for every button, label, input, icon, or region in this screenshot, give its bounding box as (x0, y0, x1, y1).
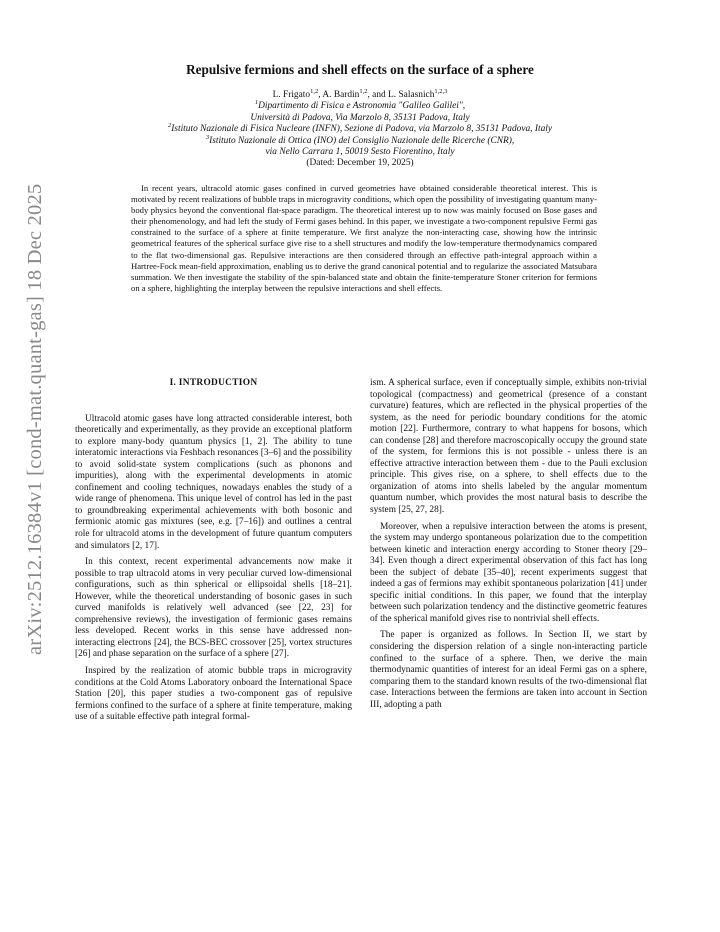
author-block (0, 90, 720, 170)
affiliation-1b: Università di Padova, Via Marzolo 8, 35131 Padova, Italy (250, 112, 470, 123)
arxiv-sidebar (2, 183, 46, 655)
author-list: L. Frigato$^{1,2}$, A. Bardin$^{1,2}$, and L. Salasnich$^{1,2,3}$ (272, 88, 448, 100)
paragraph: Inspired by the realization of atomic bubble traps in microgravity conditions at the Cold Atoms Laboratory onboard the International Space Station [20], this paper studies a two-component gas of repulsive fermions confined to the surface of a sphere at finite temperature, making use of a suitable effective path integral formal- (75, 666, 352, 723)
paragraph: In this context, recent experimental advancements now make it possible to trap ultracold atoms in very peculiar curved low-dimensional configurations, such as thin spherical or ellipsoidal shells [18–21]. However, while the theoretical understanding of bosonic gases in such curved manifolds is relatively well advanced (see [22, 23] for comprehensive reviews), the investigation of fermionic gases remains less developed. Recent works in this sense have addressed non-interacting electrons [24], the BCS-BEC crossover [25], vortex structures [26] and phase separation on the surface of a sphere [27]. (75, 557, 352, 660)
paragraph: Ultracold atomic gases have long attracted considerable interest, both theoretically and experimentally, as they provide an exceptional platform to explore many-body quantum physics [1, 2]. The ability to tune interatomic interactions via Feshbach resonances [3–6] and the possibility to avoid solid-state system complications (such as phonons and impurities), along with the experimental developments in atomic confinement and cooling techniques, nowadays enables the study of a wide range of phenomena. This unique level of control has led in the past to groundbreaking experimental achievements with both bosonic and fermionic atomic gas mixtures (see, e.g. [7–16]) and outlines a central role for ultracold atoms in the development of future quantum computers and simulators [2, 17]. (75, 413, 352, 551)
paper-title: Repulsive fermions and shell effects on the surface of a sphere (186, 62, 534, 77)
section-heading: I. INTRODUCTION (169, 378, 258, 388)
affiliation-2: $^2$Istituto Nazionale di Fisica Nucleare (INFN), Sezione di Padova, via Marzolo 8, 35131 Padova, Italy (167, 122, 553, 135)
right-column (370, 378, 647, 716)
affiliation-3a: $^3$Istituto Nazionale di Ottica (INO) del Consiglio Nazionale delle Ricerche (CNR), (205, 133, 515, 146)
affiliation-3b: via Nello Carrara 1, 50019 Sesto Fiorentino, Italy (265, 147, 455, 158)
dated-line: (Dated: December 19, 2025) (306, 158, 414, 169)
paragraph: Moreover, when a repulsive interaction between the atoms is present, the system may undergo spontaneous polarization due to the competition between kinetic and interaction energy according to Stoner theory [29–34]. Even though a direct experimental observation of this fact has long been the subject of debate [35–40], recent experiments suggest that indeed a gas of fermions may exhibit spontaneous polarization [41] under specific initial conditions. In this paper, we found that the interplay between such polarization tendency and the distinctive geometric features of the spherical manifold gives rise to nontrivial shell effects. (370, 521, 647, 624)
paragraph: ism. A spherical surface, even if conceptually simple, exhibits non-trivial topological (compactness) and geometrical (presence of a constant curvature) features, which are reflected in the physical properties of the system, as the need for periodic boundary conditions for the atomic motion [22]. Furthermore, contrary to what happens for bosons, which can condense [28] and therefore macroscopically occupy the ground state of the system, for fermions this is not possible - unless there is an effective attractive interaction between them - due to the Pauli exclusion principle. This gives rise, on a sphere, to shell effects due to the organization of atoms into shells labeled by the angular momentum quantum number, which provides the most natural basis to describe the system [25, 27, 28]. (370, 378, 647, 516)
affiliation-1a: $^1$Dipartimento di Fisica e Astronomia "Galileo Galilei", (254, 99, 466, 112)
arxiv-identifier: arXiv:2512.16384v1 [cond-mat.quant-gas] 18 Dec 2025 (24, 183, 46, 655)
paragraph: The paper is organized as follows. In Section II, we start by considering the dispersion relation of a single non-interacting particle confined to the surface of a sphere. Then, we derive the main thermodynamic quantities of interest for an ideal Fermi gas on a sphere, comparing them to the standard known results of the two-dimensional flat case. Interactions between the fermions are taken into account in Section III, adopting a path (370, 630, 647, 710)
left-column (75, 378, 352, 729)
abstract: In recent years, ultracold atomic gases confined in curved geometries have obtained considerable theoretical interest. This is motivated by recent realizations of bubble traps in microgravity conditions, which open the possibility of investigating quantum many-body physics beyond the conventional flat-space paradigm. The theoretical interest up to now was mainly focused on Bose gases and their phenomenology, and had left the study of Fermi gases behind. In this paper, we investigate a two-component repulsive Fermi gas constrained to the surface of a sphere at finite temperature. We first analyze the non-interacting case, showing how the intrinsic geometrical features of the spherical surface give rise to a shell structures and modify the low-temperature thermodynamics compared to the flat two-dimensional gas. Repulsive interactions are then considered through an effective path-integral approach within a Hartree-Fock mean-field approximation, enabling us to derive the grand canonical potential and to regularize the associated Matsubara summation. We then investigate the stability of the spin-balanced state and obtain the finite-temperature Stoner criterion for fermions on a sphere, highlighting the interplay between the repulsive interactions and shell effects. (131, 183, 597, 293)
